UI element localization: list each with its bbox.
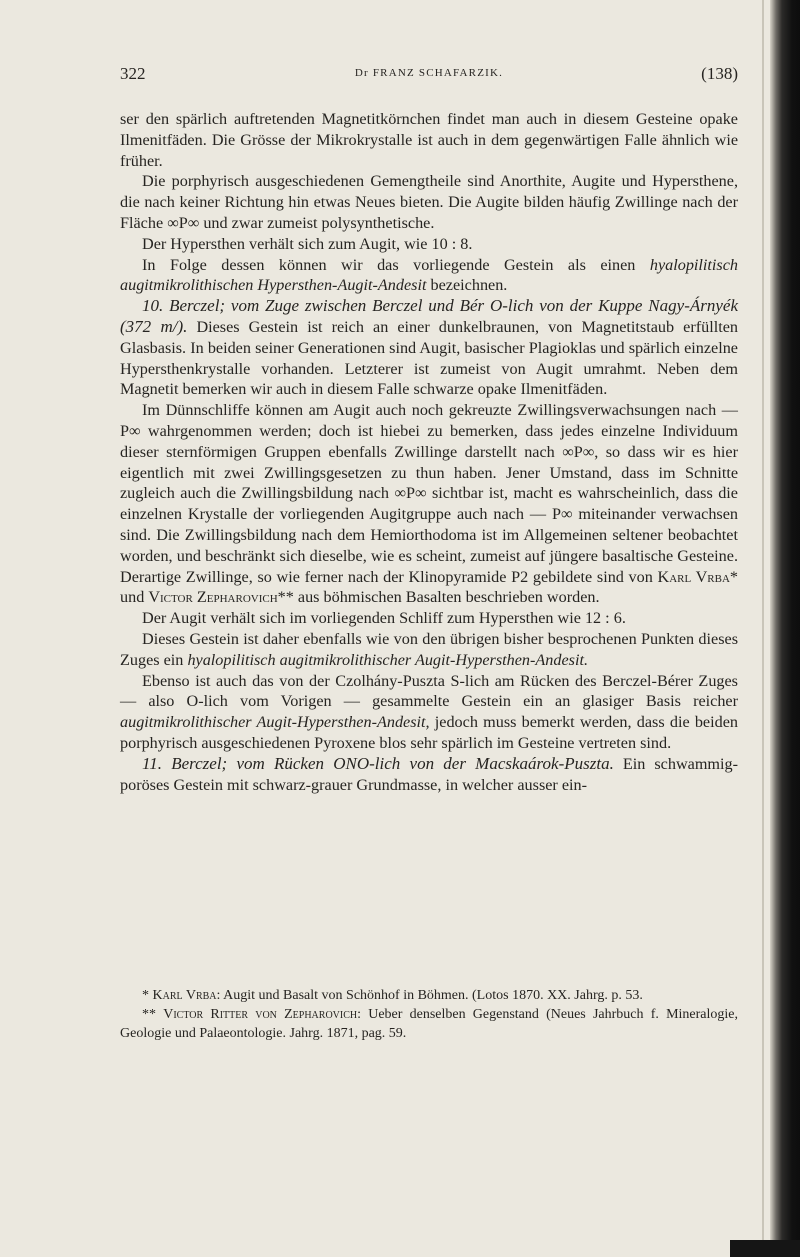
p8-text-a: Dieses Gestein ist daher ebenfalls wie von den übrigen bisher besprochenen Punkten dieses Zuges ein [120, 629, 738, 669]
paragraph-1: ser den spärlich auftretenden Magnetitkörnchen findet man auch in diesem Gesteine opake Ilmenitfäden. Die Grösse der Mikrokrystalle ist auch in dem gegenwärtigen Falle ähnlich wie früher. [120, 110, 738, 170]
footnote-2 [120, 1005, 738, 1043]
paragraph-7: Der Augit verhält sich im vorliegenden Schliff zum Hypersthen wie 12 : 6. [142, 609, 626, 628]
p9-text-c: jedoch muss bemerkt werden, dass die beiden porphyrisch ausgeschiedenen Pyroxene blos sehr spärlich im Gesteine vertreten sind. [120, 713, 738, 752]
paragraph-2: Die porphyrisch ausgeschiedenen Gemengtheile sind Anorthite, Augite und Hypersthene, die nach keiner Richtung hin etwas Neues bieten. Die Augite bilden häufig Zwillinge nach der Fläche ∞P∞ und zwar zumeist polysynthetische. [120, 172, 738, 232]
footnote-2-text: : Ueber denselben Gegenstand (Neues Jahrbuch f. Mineralogie, Geologie und Palaeontologie. Jahrg. 1871, pag. 59. [120, 1007, 738, 1041]
p6-text: Im Dünnschliffe können am Augit auch noch gekreuzte Zwillingsverwachsungen nach — P∞ wahrgenommen werden; doch ist hiebei zu bemerken, dass jedes einzelne Individuum dieser sternförmigen Gruppen ebenfalls Zwillinge darstellt nach ∞P∞, so dass wir es hier eigentlich mit zwei Zwillingsgesetzen zu thun haben. Jener Umstand, dass im Schnitte zugleich auch die Zwillingsbildung nach ∞P∞ sichtbar ist, macht es wahrscheinlich, dass die einzelnen Krystalle der vorliegenden Augitgruppe auch nach — P∞ miteinander verwachsen sind. Die Zwillingsbildung nach dem Hemiorthodoma ist im Allgemeinen seltener beobachtet worden, und beschränkt sich dieselbe, wie es scheint, zumeist auf jüngere basaltische Gesteine. Derartige Zwillinge, so wie ferner nach der Klinopyramide P2 gebildete sind von [120, 401, 738, 586]
p6-mid: * und [120, 567, 739, 607]
footnote-1-author: Karl Vrba [152, 988, 217, 1003]
rock-name-2: hyalopilitisch augitmikrolithischer Augit-Hypersthen-Andesit. [187, 650, 589, 669]
p4-text-c: bezeichnen. [426, 276, 508, 295]
page-gutter-line [762, 0, 764, 1257]
scan-margin-mark [730, 1240, 800, 1257]
paragraph-3: Der Hypersthen verhält sich zum Augit, wie 10 : 8. [142, 234, 473, 253]
footnotes [120, 986, 738, 1043]
page-number: 322 [120, 64, 146, 83]
running-title: Dr FRANZ SCHAFARZIK. [354, 67, 504, 79]
p10-text: Ein schwammig-poröses Gestein mit schwarz-grauer Grundmasse, in welcher ausser ein- [120, 754, 738, 794]
paragraph-8 [120, 629, 738, 671]
p5-text: Dieses Gestein ist reich an einer dunkelbraunen, von Magnetitstaub erfüllten Glasbasis. In beiden seiner Generationen sind Augit, basischer Plagioklas und spärlich einzelne Hypersthenkrystalle vorhanden. Letzterer ist zumeist von Augit umrahmt. Neben dem Magnetit bemerken wir auch in diesem Falle schwarze opake Ilmenitfäden. [120, 317, 738, 399]
footnote-1-marker: * [142, 988, 153, 1003]
paragraph-4 [120, 255, 738, 297]
paragraph-10 [120, 754, 738, 796]
paragraph-5 [120, 296, 738, 400]
footnote-2-author: Victor Ritter von Zepharovich [163, 1007, 358, 1022]
section-number: (138) [701, 64, 738, 83]
footnote-1-text: : Augit und Basalt von Schönhof in Böhmen. (Lotos 1870. XX. Jahrg. p. 53. [216, 988, 643, 1003]
section-11-heading: 11. Berczel; vom Rücken ONO-lich von der Macskaárok-Puszta. [142, 753, 614, 773]
page-header [120, 64, 738, 90]
p9-text-a: Ebenso ist auch das von der Czolhány-Puszta S-lich am Rücken des Berczel-Bérer Zuges — also O-lich vom Vorigen — gesammelte Gestein ein an glasiger Basis reicher [120, 671, 738, 711]
footnote-1 [120, 986, 738, 1005]
p6-end: ** aus böhmischen Basalten beschrieben worden. [277, 588, 600, 607]
p4-text-a: In Folge dessen können wir das vorliegende Gestein als einen [142, 255, 650, 274]
rock-name-3: augitmikrolithischer Augit-Hypersthen-Andesit, [120, 713, 430, 732]
body-text [120, 109, 738, 795]
section-10-heading: 10. Berczel; vom Zuge zwischen Berczel und Bér O-lich von der Kuppe Nagy-Árnyék (372 m/). [120, 296, 738, 336]
binding-edge-shadow [770, 0, 800, 1257]
rock-name-1: hyalopilitisch augitmikrolithischen Hypersthen-Augit-Andesit [120, 255, 738, 295]
paragraph-9 [120, 671, 738, 754]
paragraph-6 [120, 400, 738, 608]
author-vrba: Karl Vrba [657, 567, 730, 586]
footnote-2-marker: ** [142, 1007, 164, 1022]
author-zepharovich: Victor Zepharovich [148, 588, 278, 607]
